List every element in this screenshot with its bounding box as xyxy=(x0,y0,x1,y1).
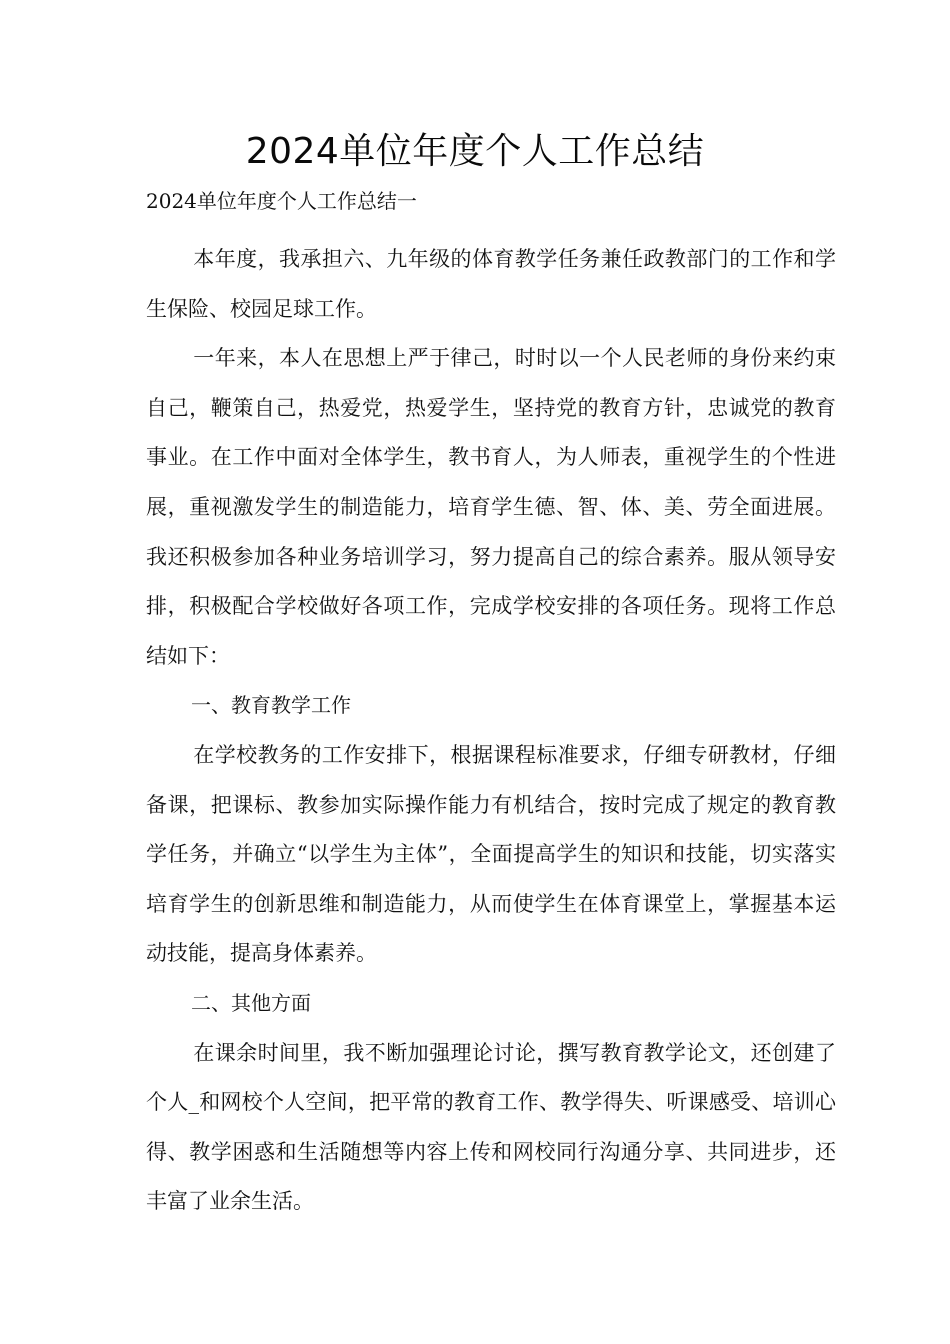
paragraph-duties: 本年度，我承担六、九年级的体育教学任务兼任政教部门的工作和学生保险、校园足球工作。 xyxy=(146,247,836,321)
document-title: 2024单位年度个人工作总结 xyxy=(245,131,705,172)
paragraph-teaching: 在学校教务的工作安排下，根据课程标准要求，仔细专研教材，仔细备课，把课标、教参加实际操作能力有机结合，按时完成了规定的教育教学任务，并确立“以学生为主体”，全面提高学生的知识和技能，切实落实培育学生的创新思维和制造能力，从而使学生在体育课堂上，掌握基本运动技能，提高身体素养。 xyxy=(146,742,836,966)
document-subtitle: 2024单位年度个人工作总结一 xyxy=(146,189,417,213)
section-heading-teaching: 一、教育教学工作 xyxy=(191,693,351,718)
paragraph-overview: 一年来，本人在思想上严于律己，时时以一个人民老师的身份来约束自己，鞭策自己，热爱党，热爱学生，坚持党的教育方针，忠诚党的教育事业。在工作中面对全体学生，教书育人，为人师表，重视学生的个性进展，重视激发学生的制造能力，培育学生德、智、体、美、劳全面进展。我还积极参加各种业务培训学习，努力提高自己的综合素养。服从领导安排，积极配合学校做好各项工作，完成学校安排的各项任务。现将工作总结如下： xyxy=(146,346,836,668)
paragraph-other: 在课余时间里，我不断加强理论讨论，撰写教育教学论文，还创建了个人_和网校个人空间，把平常的教育工作、教学得失、听课感受、培训心得、教学困惑和生活随想等内容上传和网校同行沟通分享、共同进步，还丰富了业余生活。 xyxy=(146,1040,836,1214)
document-body xyxy=(146,235,836,1227)
section-heading-other: 二、其他方面 xyxy=(191,990,311,1015)
